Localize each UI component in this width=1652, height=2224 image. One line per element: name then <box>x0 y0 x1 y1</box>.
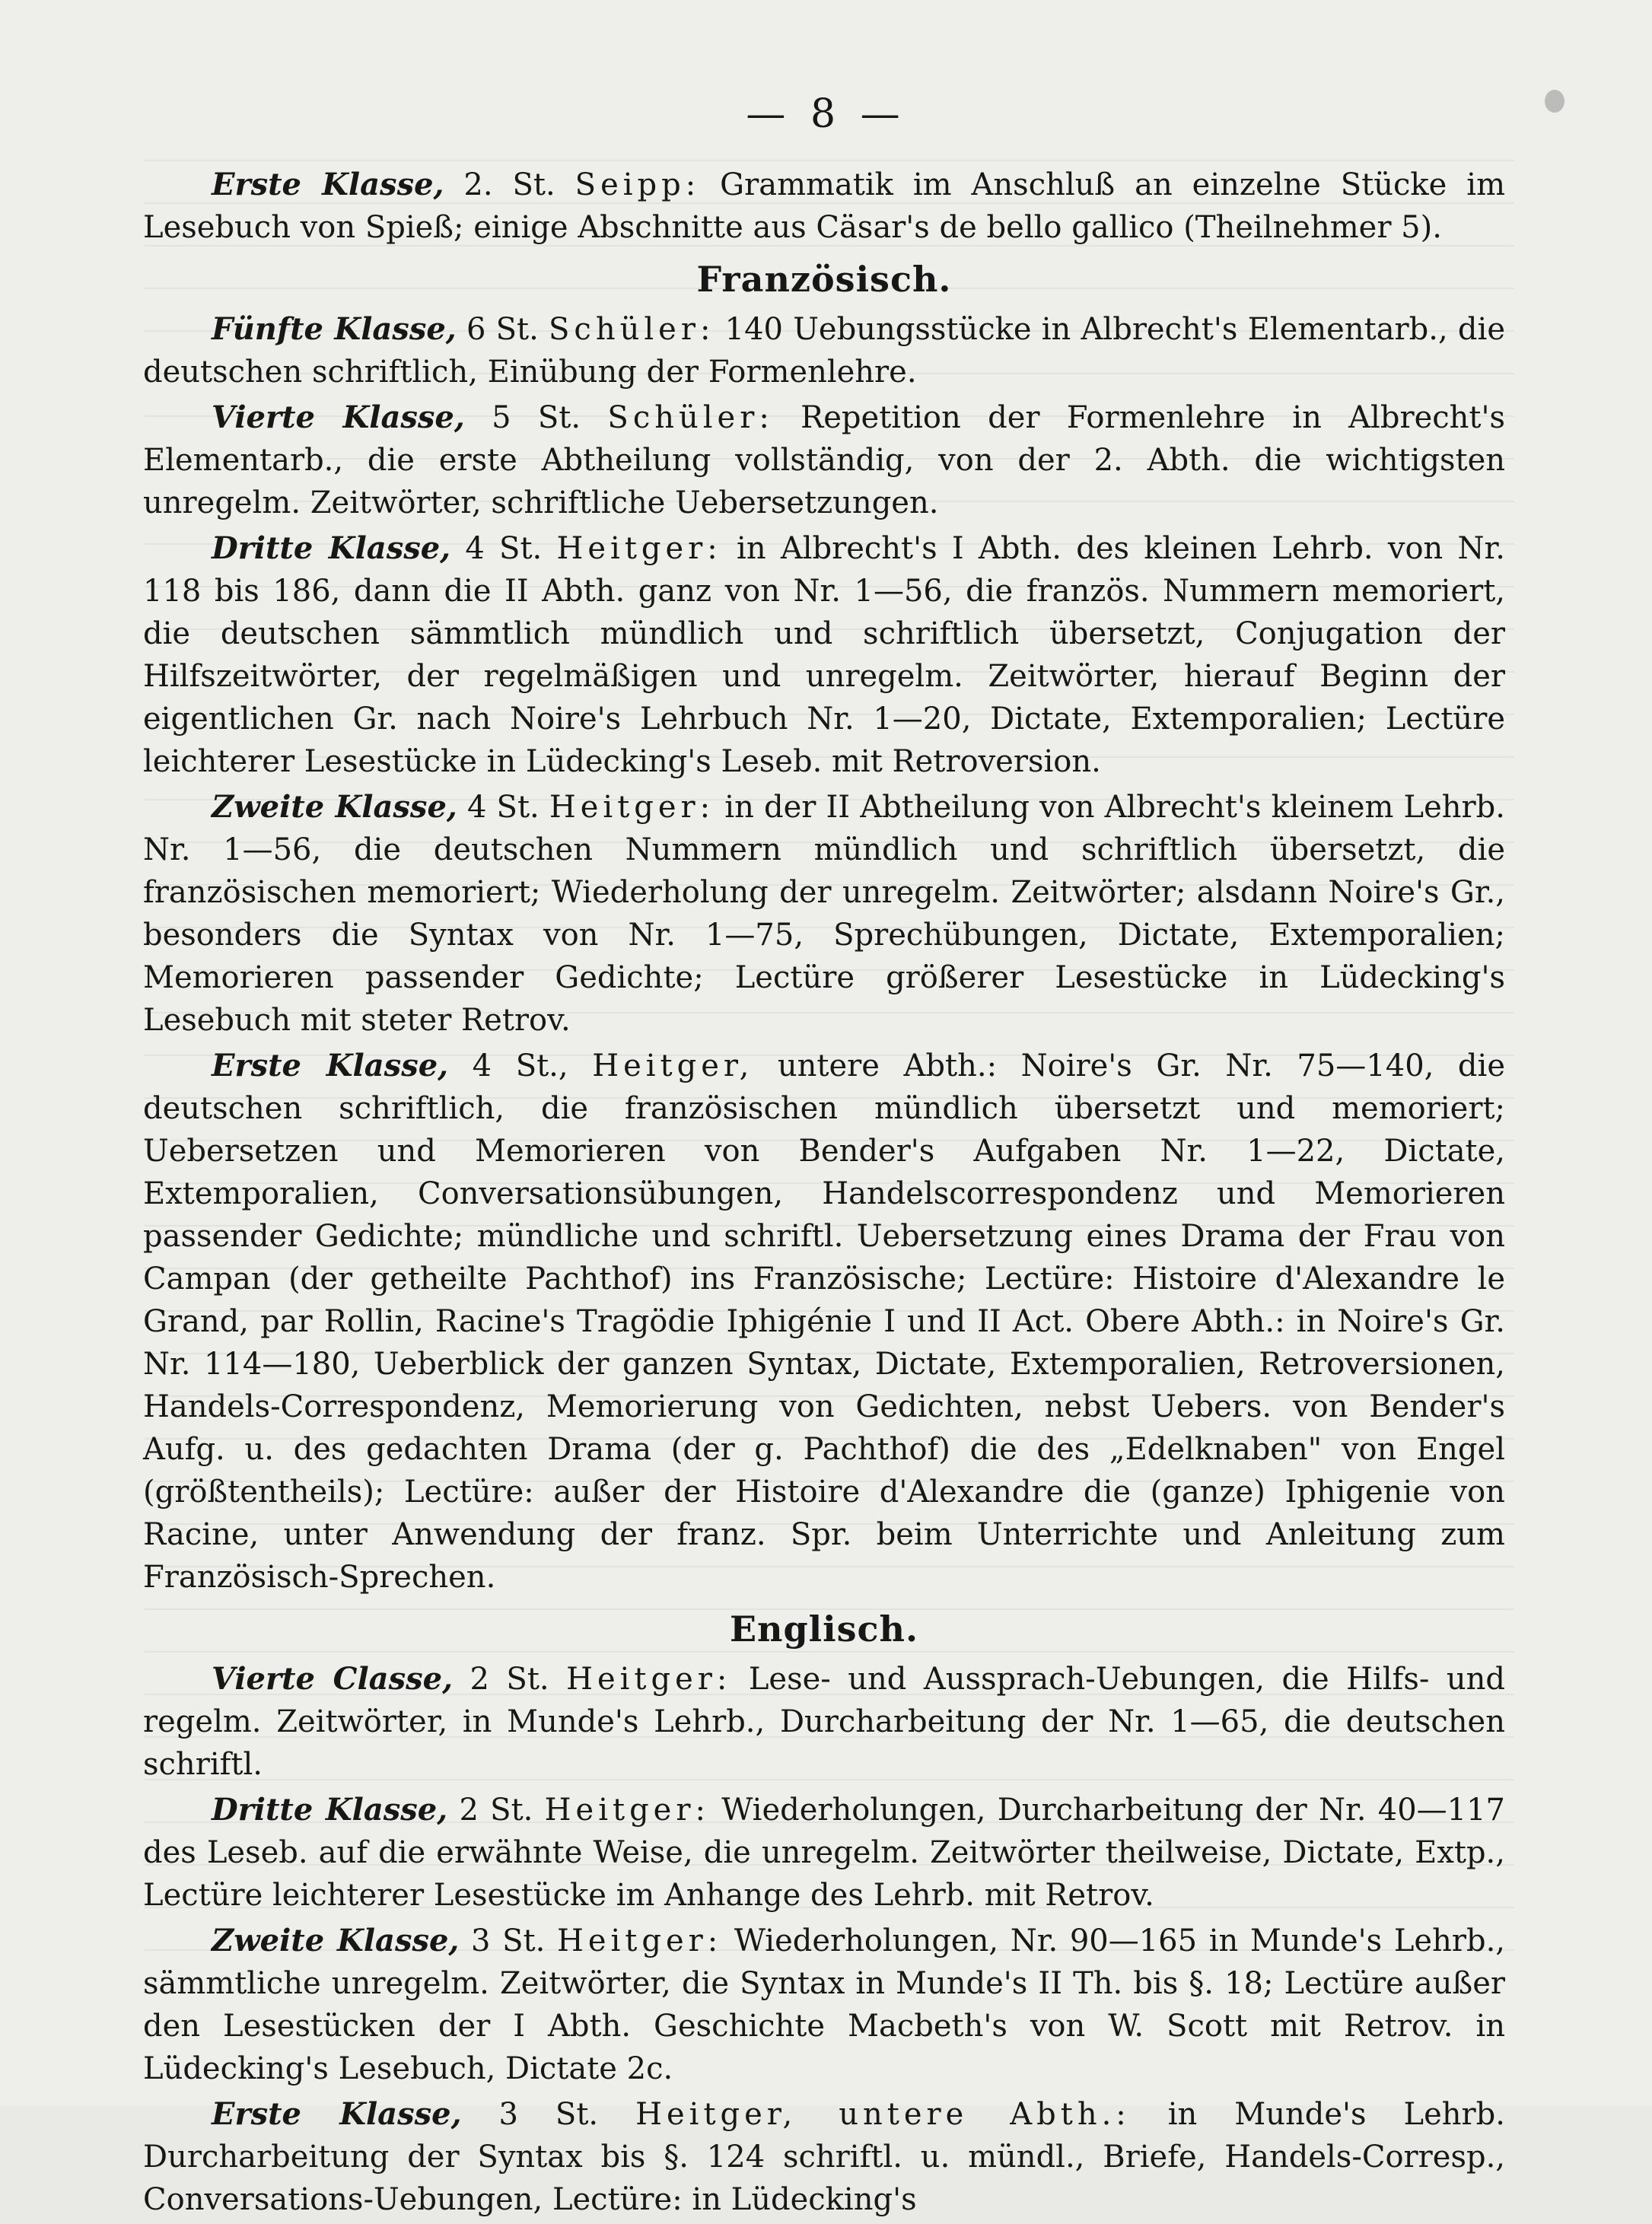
hours: 3 St. <box>461 2097 636 2132</box>
paragraph-text: Wiederholungen, Nr. 90—165 in Munde's Lehrb., sämmtliche unregelm. Zeitwörter, die Syntax in Munde's II Th. bis §. 18; Lectüre außer den Lesestücken der I Abth. Geschichte Macbeth's von W. Scott mit Retrov. in Lüdecking's Lesebuch, Dictate 2c. <box>143 1923 1505 2086</box>
text-body <box>143 164 1505 2224</box>
paragraph-text: Lese- und Aussprach-Uebungen, die Hilfs- und regelm. Zeitwörter, in Munde's Lehrb., Durcharbeitung der Nr. 1—65, die deutschen schriftl. <box>143 1662 1505 1782</box>
class-paragraph <box>143 527 1505 783</box>
class-paragraph <box>143 308 1505 393</box>
paragraph-text: untere Abth.: Noire's Gr. Nr. 75—140, die deutschen schriftlich, die französischen mündlich übersetzt und memoriert; Uebersetzen und Memorieren von Bender's Aufgaben Nr. 1—22, Dictate, Extemporalien, Conversationsübungen, Handelscorrespondenz und Memorieren passender Gedichte; mündliche und schriftl. Uebersetzung eines Drama der Frau von Campan (der getheilte Pachthof) ins Französische; Lectüre: Histoire d'Alexandre le Grand, par Rollin, Racine's Tragödie Iphigénie I und II Act. Obere Abth.: in Noire's Gr. Nr. 114—180, Ueberblick der ganzen Syntax, Dictate, Extemporalien, Retroversionen, Handels-Correspondenz, Memorierung von Gedichten, nebst Uebers. von Bender's Aufg. u. des gedachten Drama (der g. Pachthof) die des „Edelknaben" von Engel (größtentheils); Lectüre: außer der Histoire d'Alexandre die (ganze) Iphigenie von Racine, unter Anwendung der franz. Spr. beim Unterrichte und Anleitung zum Französisch-Sprechen. <box>143 1048 1505 1595</box>
teacher-name: Heitger, untere Abth.: <box>635 2097 1131 2132</box>
teacher-name: Seipp: <box>575 167 701 202</box>
teacher-name: Heitger: <box>544 1793 710 1828</box>
hours: 2. St. <box>444 167 575 202</box>
teacher-name: Schüler: <box>549 312 715 347</box>
class-name: Erste Klasse, <box>212 2096 462 2132</box>
teacher-name: Schüler: <box>607 400 774 435</box>
hours: 4 St. <box>457 790 549 825</box>
teacher-name: Heitger, <box>592 1048 754 1083</box>
page-number: — 8 — <box>746 91 906 137</box>
class-paragraph <box>143 2093 1505 2221</box>
paragraph-text: Grammatik im Anschluß an einzelne Stücke im Lesebuch von Spieß; einige Abschnitte aus Cäsar's de bello gallico (Theilnehmer 5). <box>143 167 1506 245</box>
class-paragraph <box>143 396 1505 524</box>
paragraph-text: in der II Abtheilung von Albrecht's kleinem Lehrb. Nr. 1—56, die deutschen Nummern mündlich und schriftlich übersetzt, die französischen memoriert; Wiederholung der unregelm. Zeitwörter; alsdann Noire's Gr., besonders die Syntax von Nr. 1—75, Sprechübungen, Dictate, Extemporalien; Memorieren passender Gedichte; Lectüre größerer Lesestücke in Lüdecking's Lesebuch mit steter Retrov. <box>143 790 1505 1038</box>
hours: 3 St. <box>459 1923 557 1958</box>
paragraph-text: in Munde's Lehrb. Durcharbeitung der Syntax bis §. 124 schriftl. u. mündl., Briefe, Handels-Corresp., Conversations-Uebungen, Lectüre: in Lüdecking's <box>143 2097 1505 2217</box>
teacher-name: Heitger: <box>549 790 715 825</box>
class-name: Dritte Klasse, <box>212 1792 448 1828</box>
class-paragraph <box>143 1045 1505 1599</box>
section-heading: Englisch. <box>730 1608 918 1650</box>
hours: 2 St. <box>447 1793 545 1828</box>
class-paragraph <box>143 164 1505 249</box>
paragraph-text: Wiederholungen, Durcharbeitung der Nr. 40—117 des Leseb. auf die erwähnte Weise, die unregelm. Zeitwörter theilweise, Dictate, Extp., Lectüre leichterer Lesestücke im Anhange des Lehrb. mit Retrov. <box>143 1793 1505 1913</box>
hours: 4 St. <box>450 531 557 566</box>
class-paragraph <box>143 1920 1505 2090</box>
class-name: Vierte Classe, <box>212 1661 454 1697</box>
hours: 5 St. <box>464 400 608 435</box>
hours: 2 St. <box>453 1662 567 1697</box>
hours: 6 St. <box>456 312 549 347</box>
class-name: Dritte Klasse, <box>212 530 451 566</box>
class-name: Zweite Klasse, <box>212 1923 460 1958</box>
hours: 4 St., <box>448 1048 593 1083</box>
paragraph-text: Repetition der Formenlehre in Albrecht's Elementarb., die erste Abtheilung vollständig, von der 2. Abth. die wichtigsten unregelm. Zeitwörter, schriftliche Uebersetzungen. <box>143 400 1505 520</box>
teacher-name: Heitger: <box>556 531 722 566</box>
paragraph-text: 140 Uebungsstücke in Albrecht's Elementarb., die deutschen schriftlich, Einübung der Formenlehre. <box>143 312 1505 390</box>
class-name: Zweite Klasse, <box>212 789 457 825</box>
teacher-name: Heitger: <box>556 1923 723 1958</box>
class-name: Fünfte Klasse, <box>212 311 457 347</box>
class-name: Vierte Klasse, <box>212 399 465 435</box>
class-paragraph <box>143 1789 1505 1917</box>
section-heading: Französisch. <box>696 259 952 300</box>
class-paragraph <box>143 1658 1505 1786</box>
class-paragraph <box>143 786 1505 1042</box>
paragraph-text: in Albrecht's I Abth. des kleinen Lehrb. von Nr. 118 bis 186, dann die II Abth. ganz von Nr. 1—56, die französ. Nummern memoriert, die deutschen sämmtlich mündlich und schriftlich übersetzt, Conjugation der Hilfszeitwörter, der regelmäßigen und unregelm. Zeitwörter, hierauf Beginn der eigentlichen Gr. nach Noire's Lehrbuch Nr. 1—20, Dictate, Extemporalien; Lectüre leichterer Lesestücke in Lüdecking's Leseb. mit Retroversion. <box>143 531 1505 779</box>
class-name: Erste Klasse, <box>212 1048 449 1083</box>
class-name: Erste Klasse, <box>212 167 444 202</box>
teacher-name: Heitger: <box>566 1662 732 1697</box>
